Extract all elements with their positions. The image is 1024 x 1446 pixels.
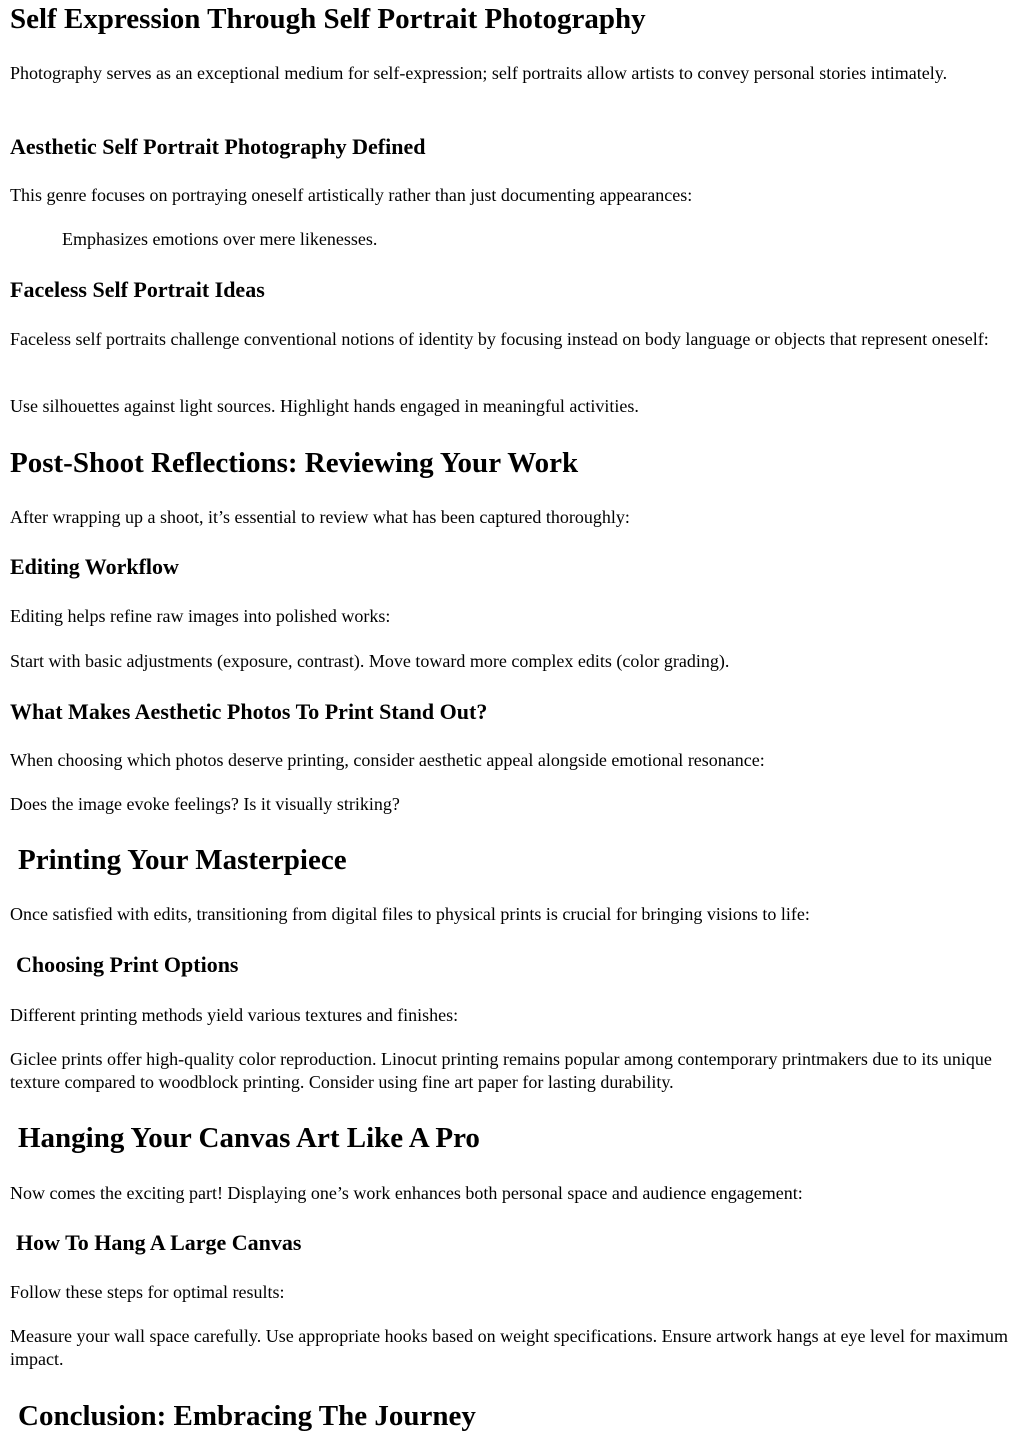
article-title: Self Expression Through Self Portrait Photography [10, 3, 646, 35]
editing-workflow-heading: Editing Workflow [10, 554, 179, 579]
section-heading-faceless: Faceless Self Portrait Ideas [10, 277, 265, 302]
print-options-heading: Choosing Print Options [16, 952, 239, 977]
large-canvas-heading: How To Hang A Large Canvas [16, 1230, 302, 1255]
print-options-list: Giclee prints offer high-quality color reproduction. Linocut printing remains popular among contemporary printmakers due to its unique texture compared to woodblock printing. Consider using fine art paper for lasting durability. [10, 1049, 992, 1092]
printing-heading: Printing Your Masterpiece [18, 844, 347, 876]
stand-out-heading: What Makes Aesthetic Photos To Print Stand Out? [10, 699, 488, 724]
section-paragraph-aesthetic: This genre focuses on portraying oneself artistically rather than just documenting appearances: [10, 185, 693, 205]
conclusion-heading: Conclusion: Embracing The Journey [18, 1400, 476, 1432]
section-list-faceless: Use silhouettes against light sources. Highlight hands engaged in meaningful activities. [10, 396, 639, 416]
post-shoot-paragraph: After wrapping up a shoot, it’s essential to review what has been captured thoroughly: [10, 507, 630, 527]
hanging-paragraph: Now comes the exciting part! Displaying one’s work enhances both personal space and audience engagement: [10, 1183, 803, 1203]
hanging-heading: Hanging Your Canvas Art Like A Pro [18, 1122, 480, 1154]
stand-out-paragraph: When choosing which photos deserve printing, consider aesthetic appeal alongside emotional resonance: [10, 750, 765, 770]
post-shoot-heading: Post-Shoot Reflections: Reviewing Your Work [10, 447, 579, 479]
editing-workflow-list: Start with basic adjustments (exposure, contrast). Move toward more complex edits (color grading). [10, 651, 730, 671]
stand-out-list: Does the image evoke feelings? Is it visually striking? [10, 794, 400, 814]
large-canvas-list: Measure your wall space carefully. Use appropriate hooks based on weight specifications. Ensure artwork hangs at eye level for maximum impact. [10, 1326, 1008, 1369]
print-options-paragraph: Different printing methods yield various textures and finishes: [10, 1005, 459, 1025]
section-paragraph-faceless: Faceless self portraits challenge conventional notions of identity by focusing instead on body language or objects that represent oneself: [10, 329, 989, 349]
editing-workflow-paragraph: Editing helps refine raw images into polished works: [10, 606, 391, 626]
large-canvas-paragraph: Follow these steps for optimal results: [10, 1282, 285, 1302]
section-heading-aesthetic: Aesthetic Self Portrait Photography Defined [10, 134, 426, 159]
intro-paragraph: Photography serves as an exceptional medium for self-expression; self portraits allow artists to convey personal stories intimately. [10, 63, 948, 83]
printing-paragraph: Once satisfied with edits, transitioning from digital files to physical prints is crucial for bringing visions to life: [10, 904, 810, 924]
section-quote-aesthetic: Emphasizes emotions over mere likenesses. [62, 229, 378, 249]
